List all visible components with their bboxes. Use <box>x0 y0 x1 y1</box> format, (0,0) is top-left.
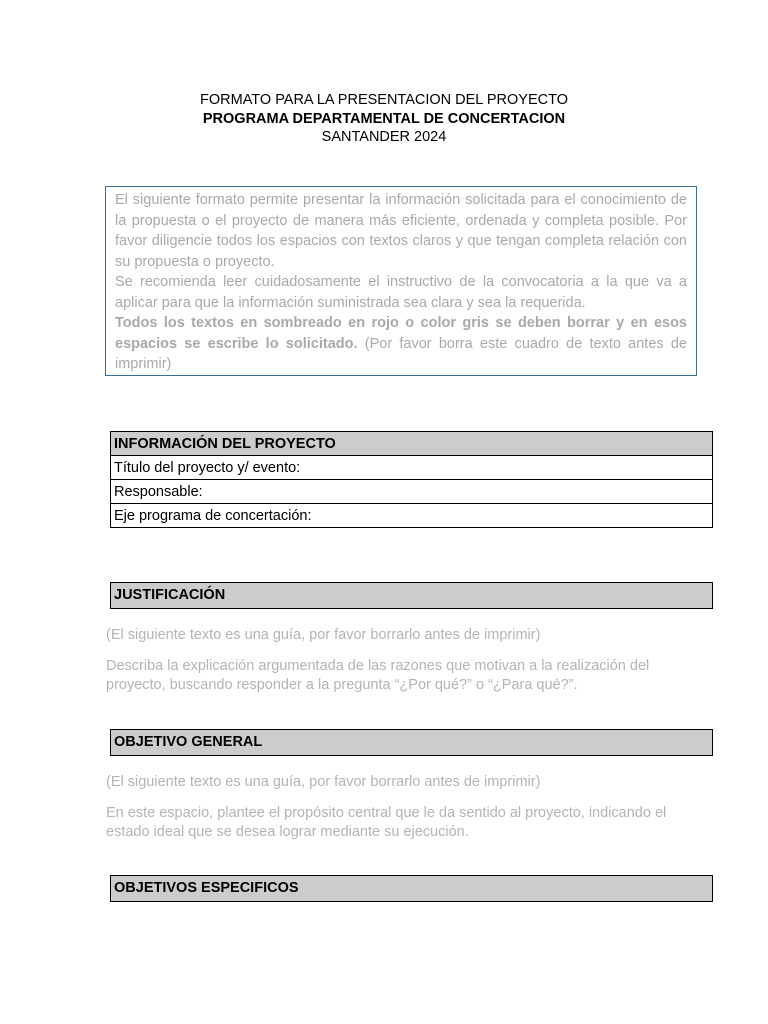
header-program: PROGRAMA DEPARTAMENTAL DE CONCERTACION <box>202 110 566 127</box>
responsible-field[interactable]: Responsable: <box>111 480 713 504</box>
general-objective-guide-text[interactable]: En este espacio, plantee el propósito central que le da sentido al proyecto, indicando el estado ideal que se desea lograr mediante su ejecución. <box>106 805 667 840</box>
project-info-title: INFORMACIÓN DEL PROYECTO <box>111 432 713 456</box>
program-axis-field[interactable]: Eje programa de concertación: <box>111 504 713 528</box>
project-title-field[interactable]: Título del proyecto y/ evento: <box>111 456 713 480</box>
justification-guide-note: (El siguiente texto es una guía, por favor borrarlo antes de imprimir) <box>106 627 541 643</box>
instructions-warning: Todos los textos en sombreado en rojo o color gris se deben borrar y en esos espacios se escribe lo solicitado. <box>115 315 687 352</box>
instructions-paragraph-2: Se recomienda leer cuidadosamente el instructivo de la convocatoria a la que va a aplicar para que la información suministrada sea clara y sea la requerida. <box>115 274 687 311</box>
instructions-box <box>105 186 697 376</box>
project-info-header-row <box>111 432 713 456</box>
header-title: FORMATO PARA LA PRESENTACION DEL PROYECTO <box>200 92 568 108</box>
general-objective-heading: OBJETIVO GENERAL <box>110 729 713 756</box>
document-header <box>0 91 768 147</box>
header-year: SANTANDER 2024 <box>321 129 447 145</box>
instructions-paragraph-3 <box>115 313 687 375</box>
table-row <box>111 480 713 504</box>
instructions-delete-note: (Por favor borra este cuadro de texto antes de imprimir) <box>115 335 687 372</box>
instructions-paragraph-1: El siguiente formato permite presentar la información solicitada para el conocimiento de la propuesta o el proyecto de manera más eficiente, ordenada y completa posible. Por favor diligencie todos los espacios con textos claros y que tengan completa relación con su propuesta o proyecto. <box>115 192 687 270</box>
general-objective-guide-note: (El siguiente texto es una guía, por favor borrarlo antes de imprimir) <box>106 774 541 790</box>
specific-objectives-heading: OBJETIVOS ESPECIFICOS <box>110 875 713 902</box>
justification-guide-text[interactable]: Describa la explicación argumentada de las razones que motivan a la realización del proyecto, buscando responder a la pregunta “¿Por qué?” o “¿Para qué?”. <box>106 658 650 693</box>
table-row <box>111 456 713 480</box>
justification-heading: JUSTIFICACIÓN <box>110 582 713 609</box>
table-row <box>111 504 713 528</box>
project-info-table <box>110 431 713 528</box>
